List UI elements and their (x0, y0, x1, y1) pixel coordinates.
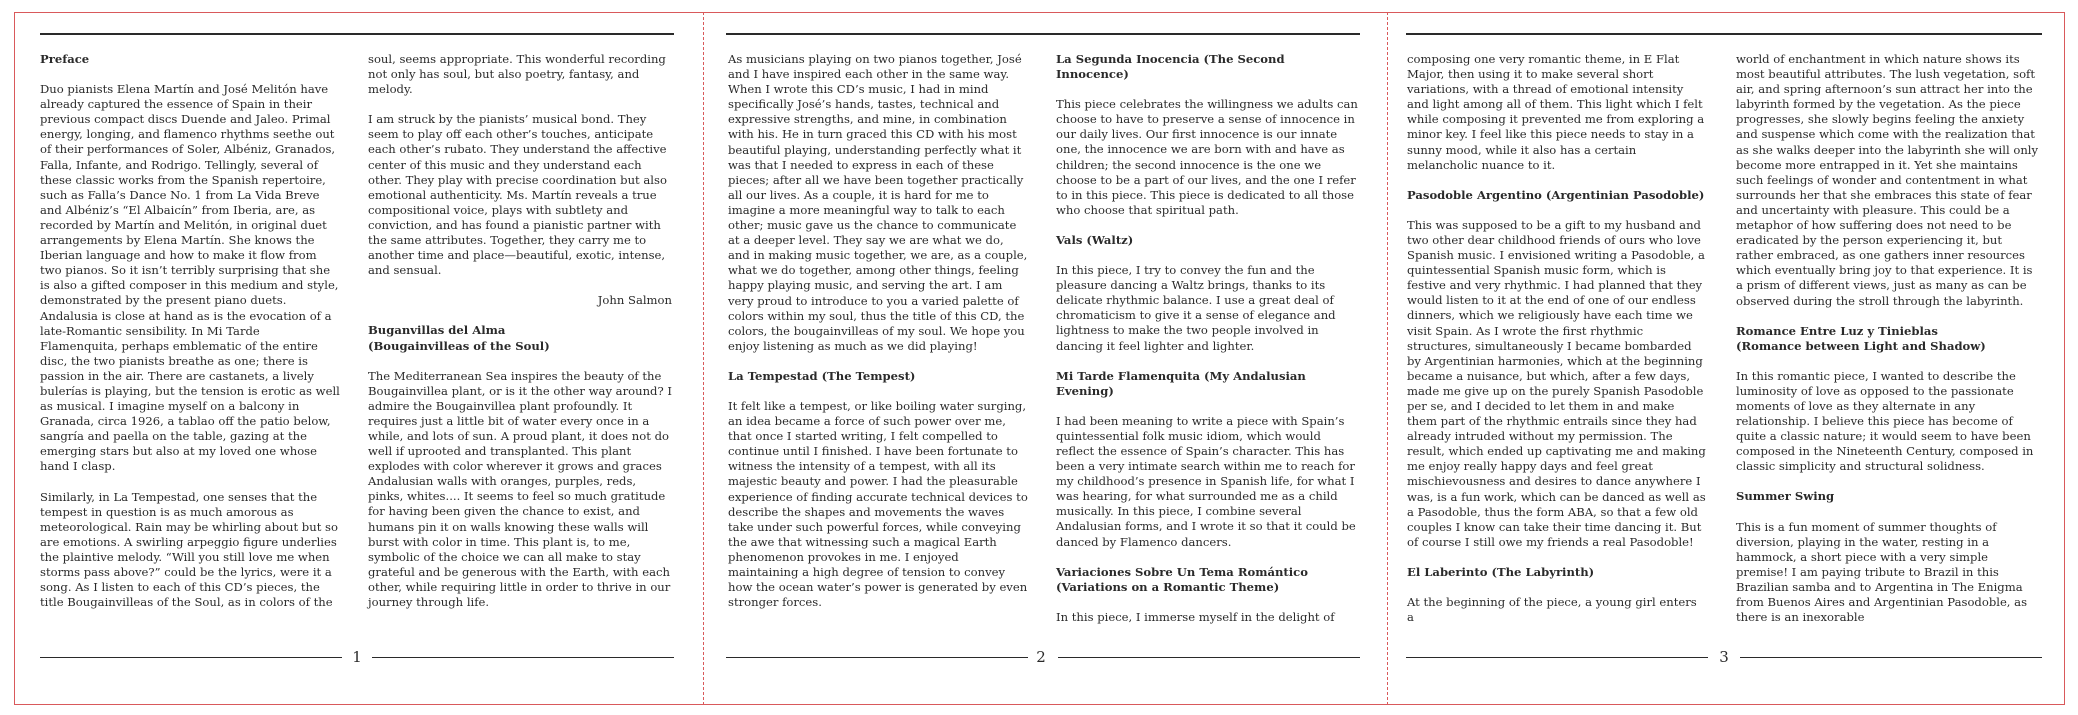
page-1-footer-rule-left (40, 657, 342, 658)
paragraph: In this piece, I try to convey the fun and the pleasure dancing a Waltz brings, thanks to its delicate rhythmic balance. I use a great deal of chromaticism to give it a sense of elegance and lightness to make the two people involved in dancing it feel lighter and lighter. (1056, 263, 1336, 353)
section-heading: La Tempestad (The Tempest) (728, 368, 916, 383)
paragraph: Similarly, in La Tempestad, one senses that the tempest in question is as much amorous as meteorological. Rain may be whirling about but so are emotions. A swirling arpeggio figure underlies the plaintive melody. “Will you still love me when storms pass above?” could be the lyrics, were it a song. As I listen to each of this CD’s pieces, the title Bougainvilleas of the Soul, as in colors of the (40, 489, 338, 610)
section-heading: Pasodoble Argentino (Argentinian Pasodoble) (1407, 187, 1705, 202)
page-3-footer-rule-right (1740, 657, 2042, 658)
page-2-top-rule (726, 33, 1360, 35)
paragraph: In this romantic piece, I wanted to describe the luminosity of love as opposed to the passionate moments of love as they alternate in any relationship. I believe this piece has become of quite a classic nature; it would seem to have been composed in the Nineteenth Century, composed in classic simplicity and structural solidness. (1736, 368, 2034, 474)
page-2-footer-rule-right (1058, 657, 1360, 658)
paragraph: This piece celebrates the willingness we adults can choose to have to preserve a sense of innocence in our daily lives. Our first innocence is our innate one, the innocence we are born with and have as children; the second innocence is the one we choose to be a part of our lives, and the one I refer to in this piece. This piece is dedicated to all those who choose that spiritual path. (1056, 97, 1358, 217)
section-heading: La Segunda Inocencia (The Second Innocence) (1056, 52, 1285, 82)
author-signature: John Salmon (597, 293, 672, 308)
page-2-column-2 (1056, 52, 1360, 640)
section-heading: Romance Entre Luz y Tinieblas (Romance between Light and Shadow) (1736, 323, 1986, 353)
page-3-column-1 (1407, 52, 1707, 640)
page-1-top-rule (40, 33, 674, 35)
paragraph: This is a fun moment of summer thoughts of diversion, playing in the water, resting in a hammock, a short piece with a very simple premise! I am paying tribute to Brazil in this Brazilian samba and to Argentina in The Enigma from Buenos Aires and Argentinian Pasodoble, as there is an inexorable (1736, 519, 2028, 625)
section-heading: Variaciones Sobre Un Tema Romántico (Variations on a Romantic Theme) (1056, 564, 1308, 594)
paragraph: It felt like a tempest, or like boiling water surging, an idea became a force of such power over me, that once I started writing, I felt compelled to continue until I finished. I have been fortunate to witness the intensity of a tempest, with all its majestic beauty and power. I had the pleasurable experience of finding accurate technical devices to describe the shapes and movements the waves take under such powerful forces, while conveying the awe that witnessing such a magical Earth phenomenon provokes in me. I enjoyed maintaining a high degree of tension to convey how the ocean water’s power is generated by even stronger forces. (728, 398, 1028, 610)
paragraph: Duo pianists Elena Martín and José Melitón have already captured the essence of Spain in their previous compact discs Duende and Jaleo. Primal energy, longing, and flamenco rhythms seethe out of their performances of Soler, Albéniz, Granados, Falla, Infante, and Rodrigo. Tellingly, several of these classic works from the Spanish repertoire, such as Falla’s Dance No. 1 from La Vida Breve and Albéniz’s “El Albaicín” from Iberia, are, as recorded by Martín and Melitón, in original duet arrangements by Elena Martín. She knows the Iberian language and how to make it flow from two pianos. So it isn’t terribly surprising that she is also a gifted composer in this medium and style, demonstrated by the present piano duets. Andalusia is close at hand as is the evocation of a late-Romantic sensibility. In Mi Tarde Flamenquita, perhaps emblematic of the entire disc, the two pianists breathe as one; there is passion in the air. There are castanets, a lively bulerías is playing, but the tension is erotic as well as musical. I imagine myself on a balcony in Granada, circa 1926, a tablao off the patio below, sangría and paella on the table, gazing at the emerging stars but also at my loved one whose hand I clasp. (40, 82, 340, 474)
paragraph: As musicians playing on two pianos together, José and I have inspired each other in the same way. When I wrote this CD’s music, I had in mind specifically José’s hands, tastes, technical and expressive strengths, and mine, in combination with his. He in turn graced this CD with his most beautiful playing, understanding perfectly what it was that I needed to express in each of these pieces; after all we have been together practically all our lives. As a couple, it is hard for me to imagine a more meaningful way to talk to each other; music gave us the chance to communicate at a deeper level. They say we are what we do, and in making music together, we are, as a couple, what we do together, among other things, feeling happy playing music, and serving the art. I am very proud to introduce to you a varied palette of colors within my soul, thus the title of this CD, the colors, the bougainvilleas of my soul. We hope you enjoy listening as much as we did playing! (728, 52, 1028, 353)
paragraph: At the beginning of the piece, a young girl enters a (1407, 595, 1697, 625)
section-heading: Summer Swing (1736, 489, 1835, 504)
section-heading: Vals (Waltz) (1056, 232, 1134, 247)
section-heading: El Laberinto (The Labyrinth) (1407, 564, 1595, 579)
paragraph: world of enchantment in which nature shows its most beautiful attributes. The lush vegetation, soft air, and spring afternoon’s sun attract her into the labyrinth formed by the vegetation. As the piece progresses, she slowly begins feeling the anxiety and suspense which come with the realization that as she walks deeper into the labyrinth she will only become more entrapped in it. Yet she maintains such feelings of wonder and contentment in what surrounds her that she embraces this state of fear and uncertainty with pleasure. This could be a metaphor of how suffering does not need to be eradicated by the person experiencing it, but rather embraced, as one gathers inner resources which eventually bring joy to that experience. It is a prism of different views, just as many as can be observed during the stroll through the labyrinth. (1736, 52, 2039, 308)
paragraph: I am struck by the pianists’ musical bond. They seem to play off each other’s touches, anticipate each other’s rubato. They understand the affective center of this music and they understand each other. They play with precise coordination but also emotional authenticity. Ms. Martín reveals a true compositional voice, plays with subtlety and conviction, and has found a pianistic partner with the same attributes. Together, they carry me to another time and place—beautiful, exotic, intense, and sensual. (368, 112, 667, 278)
page-1-footer-rule-right (372, 657, 674, 658)
section-heading: Buganvillas del Alma (Bougainvilleas of the Soul) (368, 323, 550, 353)
paragraph: In this piece, I immerse myself in the delight of (1056, 609, 1335, 624)
section-heading: Preface (40, 52, 90, 66)
paragraph: I had been meaning to write a piece with Spain’s quintessential folk music idiom, which would reflect the essence of Spain’s character. This has been a very intimate search within me to reach for my childhood’s presence in Spanish life, for what I was hearing, for what surrounded me as a child musically. In this piece, I combine several Andalusian forms, and I wrote it so that it could be danced by Flamenco dancers. (1056, 413, 1356, 549)
page-1-column-2 (368, 52, 672, 625)
paragraph: soul, seems appropriate. This wonderful recording not only has soul, but also poetry, fantasy, and melody. (368, 52, 666, 97)
page-1-column-1 (40, 52, 340, 625)
page-2-column-1 (728, 52, 1028, 625)
page-3-top-rule (1406, 33, 2042, 35)
page-number-2: 2 (1036, 648, 1046, 666)
page-divider (1387, 12, 1388, 705)
paragraph: composing one very romantic theme, in E Flat Major, then using it to make several short variations, with a thread of emotional intensity and light among all of them. This light which I felt while composing it prevented me from exploring a minor key. I feel like this piece needs to stay in a sunny mood, while it also has a certain melancholic nuance to it. (1407, 52, 1705, 172)
paragraph: The Mediterranean Sea inspires the beauty of the Bougainvillea plant, or is it the other way around? I admire the Bougainvillea plant profoundly. It requires just a little bit of water every once in a while, and lots of sun. A proud plant, it does not do well if uprooted and transplanted. This plant explodes with color wherever it grows and graces Andalusian walls with oranges, purples, reds, pinks, whites.... It seems to feel so much gratitude for having been given the chance to exist, and humans pin it on walls knowing these walls will burst with color in time. This plant is, to me, symbolic of the choice we can all make to stay grateful and be generous with the Earth, with each other, while requiring little in order to thrive in our journey through life. (368, 368, 672, 609)
page-number-1: 1 (352, 648, 362, 666)
page-2-footer-rule-left (726, 657, 1028, 658)
paragraph: This was supposed to be a gift to my husband and two other dear childhood friends of ours who love Spanish music. I envisioned writing a Pasodoble, a quintessential Spanish music form, which is festive and very rhythmic. I had planned that they would listen to it at the end of one of our endless dinners, which we religiously have each time we visit Spain. As I wrote the first rhythmic structures, simultaneously I became bombarded by Argentinian harmonies, which at the beginning became a nuisance, but which, after a few days, made me give up on the purely Spanish Pasodoble per se, and I decided to let them in and make them part of the rhythmic entrails since they had already intruded without my permission. The result, which ended up captivating me and making me enjoy really happy days and feel great mischievousness and desires to dance anywhere I was, is a fun work, which can be danced as well as a Pasodoble, thus the form ABA, so that a few old couples I know can take their time dancing it. But of course I still owe my friends a real Pasodoble! (1407, 217, 1706, 549)
page-number-3: 3 (1719, 648, 1729, 666)
page-3-column-2 (1736, 52, 2040, 640)
page-divider (703, 12, 704, 705)
page-3-footer-rule-left (1406, 657, 1708, 658)
section-heading: Mi Tarde Flamenquita (My Andalusian Evening) (1056, 368, 1306, 398)
